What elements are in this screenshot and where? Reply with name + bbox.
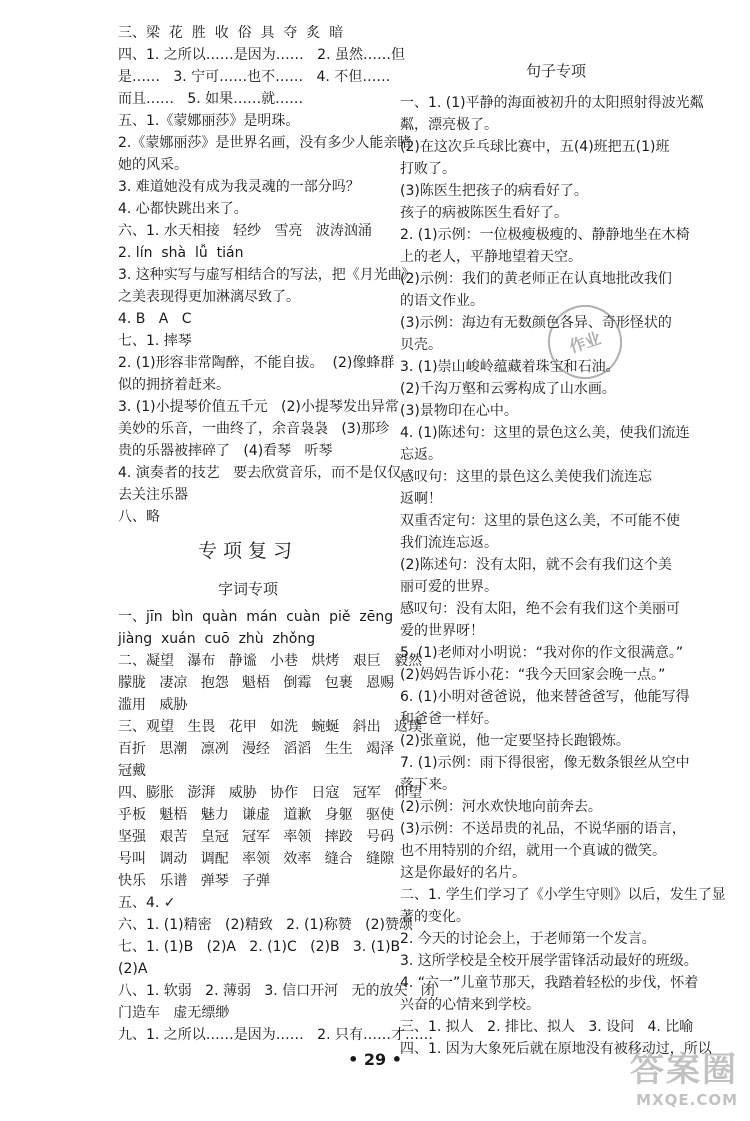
- answer-line: 二、1. 学生们学习了《小学生守则》以后，发生了显: [400, 887, 726, 903]
- answer-line: 八、略: [118, 509, 160, 525]
- answer-line: 似的拥挤着赶来。: [118, 377, 230, 393]
- answer-line: 一、1. (1)平静的海面被初升的太阳照射得波光粼: [400, 95, 704, 111]
- answer-line: (2)千沟万壑和云雾构成了山水画。: [400, 381, 616, 397]
- answer-line: 2. lín shà lǚ tián: [118, 245, 244, 261]
- answer-line: 六、1. 水天相接 轻纱 雪亮 波涛汹涌: [118, 223, 372, 239]
- answer-line: 这是你最好的名片。: [400, 865, 526, 881]
- answer-line: 6. (1)小明对爸爸说，他来替爸爸写，他能写得: [400, 689, 690, 705]
- answer-line: 4. “六一”儿童节那天，我踏着轻松的步伐，怀着: [400, 975, 699, 991]
- stamp-text: 作业: [566, 328, 604, 357]
- answer-line: 二、凝望 瀑布 静谧 小巷 烘烤 艰巨 毅然: [118, 653, 423, 669]
- answer-line: 4. (1)陈述句：这里的景色这么美，使我们流连: [400, 425, 690, 441]
- subsection-title: 句子专项: [525, 62, 586, 80]
- answer-line: 朦胧 凄凉 抱怨 魁梧 倒霉 包裹 恩赐: [118, 675, 395, 691]
- answer-line: 贵的乐器被摔碎了 (4)看琴 听琴: [118, 443, 333, 459]
- answer-line: 2. (1)示例：一位极瘦极瘦的、静静地坐在木椅: [400, 227, 690, 243]
- answer-line: 滥用 威胁: [118, 697, 188, 713]
- answer-line: 孩子的病被陈医生看好了。: [400, 205, 568, 221]
- answer-line: 感叹句：没有太阳，绝不会有我们这个美丽可: [400, 601, 680, 617]
- answer-line: 三、梁 花 胜 收 俗 具 夺 炙 暗: [118, 25, 344, 41]
- answer-line: 兴奋的心情来到学校。: [400, 997, 540, 1013]
- answer-line: 和爸爸一样好。: [400, 711, 498, 727]
- answer-line: 之美表现得更加淋漓尽致了。: [118, 289, 300, 305]
- answer-line: 四、1. 因为大象死后就在原地没有被移动过，所以: [400, 1041, 712, 1057]
- answer-line: 乎板 魁梧 魅力 谦虚 道歉 身躯 驱使: [118, 807, 395, 823]
- answer-line: 七、1. 摔琴: [118, 333, 192, 349]
- answer-line: jiàng xuán cuō zhù zhǒng: [118, 631, 316, 647]
- answer-line: 三、1. 拟人 2. 排比、拟人 3. 设问 4. 比喻: [400, 1019, 694, 1035]
- answer-line: (2)妈妈告诉小花：“我今天回家会晚一点。”: [400, 667, 666, 683]
- answer-line: 返啊！: [400, 491, 442, 507]
- answer-line: 一、jīn bìn quàn mán cuàn piě zēng: [118, 609, 394, 625]
- answer-line: 双重否定句：这里的景色这么美，不可能不使: [400, 513, 680, 529]
- answer-line: 七、1. (1)B (2)A 2. (1)C (2)B 3. (1)B: [118, 939, 401, 955]
- answer-line: 五、4. ✓: [118, 895, 176, 911]
- answer-line: 贝壳。: [400, 337, 442, 353]
- answer-line: 打败了。: [400, 161, 456, 177]
- answer-line: 美妙的乐音，一曲终了，余音袅袅 (3)那珍: [118, 421, 390, 437]
- answer-line: 是…… 3. 宁可……也不…… 4. 不但……: [118, 69, 391, 85]
- answer-line: (3)景物印在心中。: [400, 403, 518, 419]
- site-watermark: [630, 1042, 738, 1109]
- answer-line: (3)示例：海边有无数颜色各异、奇形怪状的: [400, 315, 672, 331]
- answer-line: 3. 这所学校是全校开展学雷锋活动最好的班级。: [400, 953, 698, 969]
- answer-line: 著的变化。: [400, 909, 470, 925]
- section-title: 专项复习: [197, 540, 298, 562]
- answer-line: 她的风采。: [118, 157, 188, 173]
- answer-line: 忘返。: [400, 447, 442, 463]
- answer-line: 3. (1)小提琴价值五千元 (2)小提琴发出异常: [118, 399, 399, 415]
- answer-line: 四、1. 之所以……是因为…… 2. 虽然……但: [118, 47, 405, 63]
- answer-line: (2)陈述句：没有太阳，就不会有我们这个美: [400, 557, 672, 573]
- watermark-url: MXQE.COM: [636, 1091, 738, 1109]
- answer-line: (2)A: [118, 961, 148, 977]
- answer-line: 4. B A C: [118, 311, 192, 327]
- answer-line: 2. (1)形容非常陶醉，不能自拔。 (2)像蜂群: [118, 355, 395, 371]
- answer-line: 感叹句：这里的景色这么美使我们流连忘: [400, 469, 652, 485]
- answer-line: 3. 这种实写与虚写相结合的写法，把《月光曲》: [118, 267, 416, 283]
- answer-line: 百折 思潮 凛冽 漫经 滔滔 生生 竭泽: [118, 741, 395, 757]
- answer-line: 六、1. (1)精密 (2)精致 2. (1)称赞 (2)赞颂: [118, 917, 413, 933]
- answer-line: 四、膨胀 澎湃 威胁 协作 日寇 冠军 仰望: [118, 785, 423, 801]
- answer-line: 快乐 乐谱 弹琴 子弹: [118, 873, 271, 889]
- answer-line: 八、1. 软弱 2. 薄弱 3. 信口开河 无的放矢 闭: [118, 983, 435, 999]
- answer-line: (2)在这次乒乓球比赛中，五(4)班把五(1)班: [400, 139, 670, 155]
- answer-line: 也不用特别的介绍，就用一个真诚的微笑。: [400, 843, 666, 859]
- answer-line: (2)示例：河水欢快地向前奔去。: [400, 799, 602, 815]
- answer-line: (3)陈医生把孩子的病看好了。: [400, 183, 588, 199]
- answer-line: 上的老人，平静地望着天空。: [400, 249, 582, 265]
- answer-line: 4. 心都快跳出来了。: [118, 201, 248, 217]
- answer-line: 而且…… 5. 如果……就……: [118, 91, 304, 107]
- answer-line: 2.《蒙娜丽莎》是世界名画，没有多少人能亲睹: [118, 135, 412, 151]
- answer-line: 落下来。: [400, 777, 456, 793]
- page-number: • 29 •: [348, 1050, 402, 1069]
- answer-line: 坚强 艰苦 皇冠 冠军 率领 摔跤 号码: [118, 829, 395, 845]
- answer-line: 3. 难道她没有成为我灵魂的一部分吗？: [118, 179, 360, 195]
- answer-line: 7. (1)示例：雨下得很密，像无数条银丝从空中: [400, 755, 690, 771]
- subsection-title: 字词专项: [217, 580, 278, 598]
- answer-line: 五、1.《蒙娜丽莎》是明珠。: [118, 113, 300, 129]
- answer-line: 九、1. 之所以……是因为…… 2. 只有……才……: [118, 1027, 433, 1043]
- watermark-logo-text: 答案圈: [630, 1050, 738, 1090]
- answer-line: 号叫 调动 调配 率领 效率 缝合 缝隙: [118, 851, 395, 867]
- answer-line: 三、观望 生畏 花甲 如洗 蜿蜒 斜出 返璞: [118, 719, 423, 735]
- answer-line: 我们流连忘返。: [400, 535, 498, 551]
- answer-line: 粼，漂亮极了。: [400, 117, 498, 133]
- answer-line: 丽可爱的世界。: [400, 579, 498, 595]
- answer-line: 的语文作业。: [400, 293, 484, 309]
- answer-line: (3)示例：不送昂贵的礼品，不说华丽的语言，: [400, 821, 686, 837]
- answer-line: 3. (1)崇山峻岭蕴藏着珠宝和石油。: [400, 359, 620, 375]
- answer-line: 爱的世界呀！: [400, 623, 484, 639]
- answer-line: (2)示例：我们的黄老师正在认真地批改我们: [400, 271, 672, 287]
- answer-line: (2)张童说，他一定要坚持长跑锻炼。: [400, 733, 630, 749]
- answer-line: 5. (1)老师对小明说：“我对你的作文很满意。”: [400, 645, 684, 661]
- answer-line: 冠戴: [118, 763, 146, 779]
- answer-line: 4. 演奏者的技艺 要去欣赏音乐，而不是仅仅: [118, 465, 402, 481]
- answer-line: 去关注乐器: [118, 487, 188, 503]
- answer-line: 门造车 虚无缥缈: [118, 1005, 230, 1021]
- answer-line: 2. 今天的讨论会上，于老师第一个发言。: [400, 931, 656, 947]
